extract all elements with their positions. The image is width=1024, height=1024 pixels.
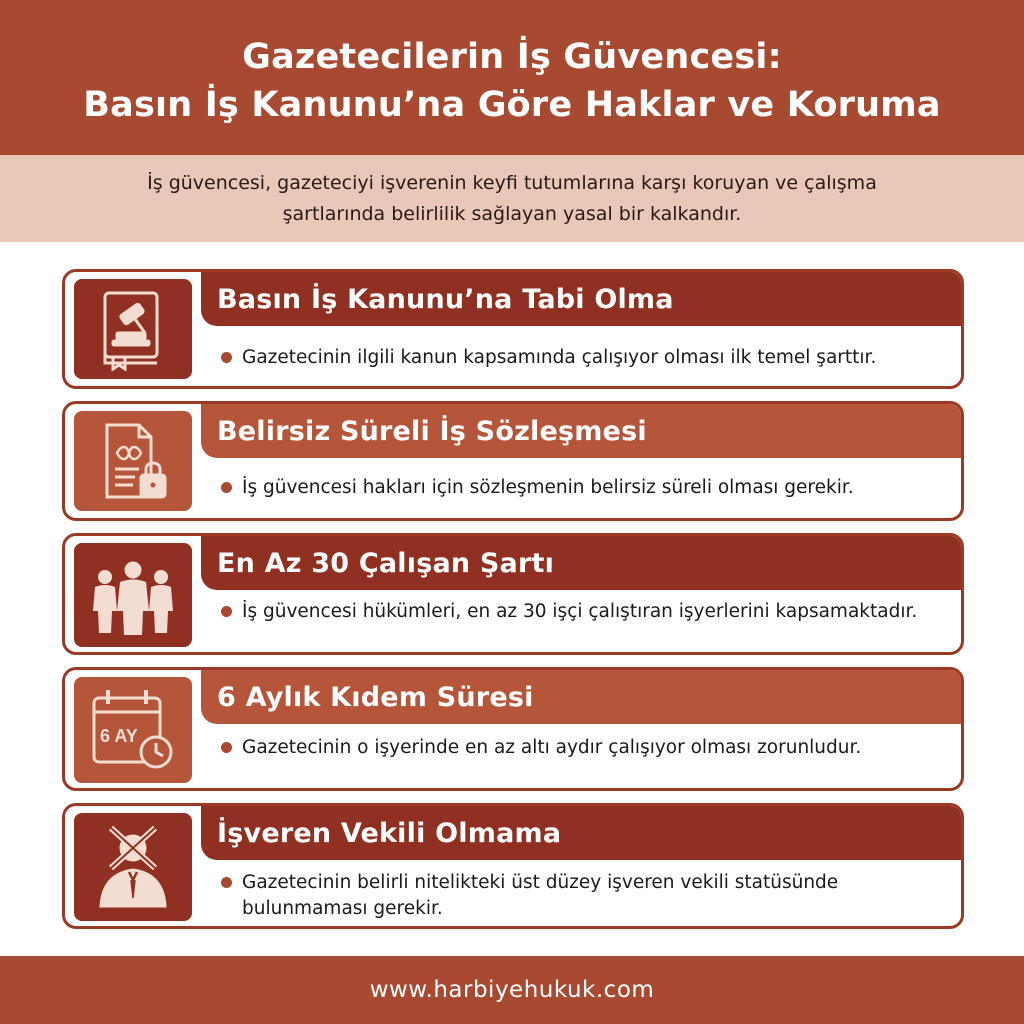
card-indefinite-contract [62,401,964,521]
employees-icon [74,543,192,647]
header-banner [0,0,1024,155]
page-title [83,33,940,129]
title-line-2: Basın İş Kanunu’na Göre Haklar ve Koruma [83,84,941,125]
card-1-title-bar [201,272,961,326]
card-3-desc [221,599,941,625]
card-5-title: İşveren Vekili Olmama [217,817,562,849]
crossed-manager-icon [74,813,192,921]
bullet-icon [221,742,232,753]
card-4-title: 6 Aylık Kıdem Süresi [217,681,534,713]
title-line-1: Gazetecilerin İş Güvencesi: [242,36,782,77]
card-1-text: Gazetecinin ilgili kanun kapsamında çalışıyor olması ilk temel şarttır. [242,347,877,368]
card-press-law [62,269,964,389]
card-2-title-bar [201,404,961,458]
footer-banner [0,956,1024,1024]
calendar-clock-icon [74,677,192,783]
law-book-gavel-icon [74,279,192,379]
bullet-icon [221,877,232,888]
bullet-icon [221,352,232,363]
bullet-icon [221,606,232,617]
card-3-text: İş güvencesi hükümleri, en az 30 işçi çalıştıran işyerlerini kapsamaktadır. [242,601,918,622]
card-5-text: Gazetecinin belirli nitelikteki üst düzey işveren vekili statüsünde bulunmaması gerekir. [242,872,839,919]
card-1-desc [221,345,941,371]
card-4-title-bar [201,670,961,724]
card-5-title-bar [201,806,961,860]
footer-url[interactable]: www.harbiyehukuk.com [369,977,655,1003]
intro-band [0,155,1024,242]
card-6-month-seniority [62,667,964,791]
card-5-desc [221,870,941,922]
intro-text: İş güvencesi, gazeteciyi işverenin keyfi tutumlarına karşı koruyan ve çalışma şartlarında belirlilik sağlayan yasal bir kalkandır. [147,171,877,225]
card-3-title: En Az 30 Çalışan Şartı [217,547,555,579]
card-30-employees [62,533,964,655]
card-2-text: İş güvencesi hakları için sözleşmenin belirsiz süreli olması gerekir. [242,477,854,498]
card-4-desc [221,735,941,761]
card-2-title: Belirsiz Süreli İş Sözleşmesi [217,415,647,447]
card-3-title-bar [201,536,961,590]
calendar-label: 6 AY [100,726,138,746]
bullet-icon [221,482,232,493]
card-1-title: Basın İş Kanunu’na Tabi Olma [217,283,674,315]
card-4-text: Gazetecinin o işyerinde en az altı aydır çalışıyor olması zorunludur. [242,737,862,758]
card-not-employer-rep [62,803,964,929]
card-2-desc [221,475,941,501]
contract-lock-icon [74,411,192,511]
